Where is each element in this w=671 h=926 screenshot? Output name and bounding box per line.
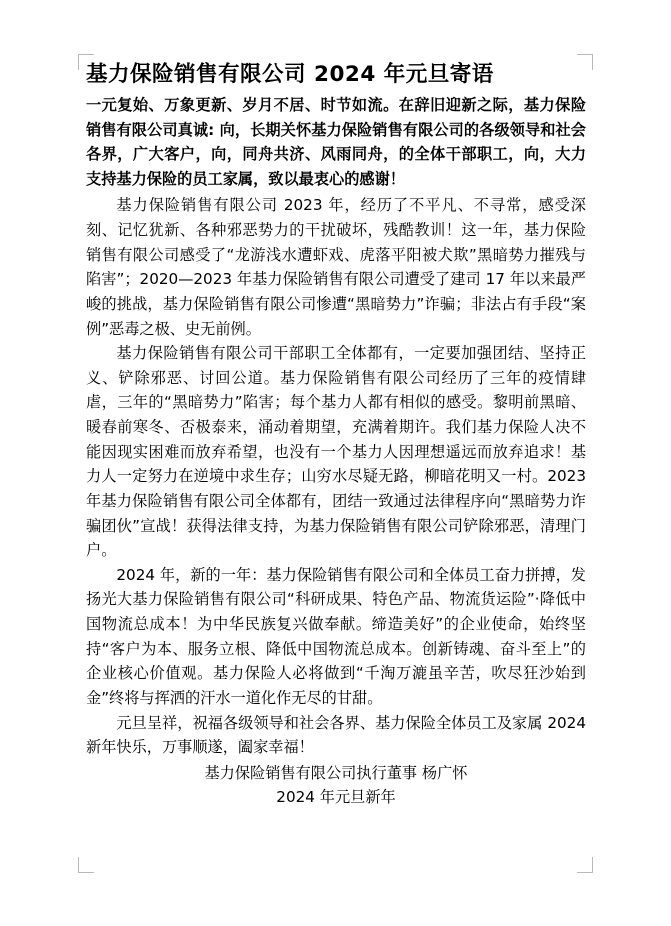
crop-mark-top-right-h	[577, 54, 593, 55]
document-lead-paragraph: 一元复始、万象更新、岁月不居、时节如流。在辞旧迎新之际，基力保险销售有限公司真诚: 向，长期关怀基力保险销售有限公司的各级领导和社会各界，广大客户，向，同舟共济、风雨同舟，的全体干部职工，向，大力支持基力保险的员工家属，致以最衷心的感谢！	[86, 95, 586, 188]
document-paragraph-2: 基力保险销售有限公司干部职工全体都有，一定要加强团结、坚持正义、铲除邪恶、讨回公道。基力保险销售有限公司经历了三年的疫情肆虐，三年的“黑暗势力”陷害；每个基力人都有相似的感受。黎明前黑暗、暖春前寒冬、否极泰来，涌动着期望，充满着期许。我们基力保险人决不能因现实困难而放弃希望，也没有一个基力人因理想遥远而放弃追求！基力人一定努力在逆境中求生存；山穷水尽疑无路，柳暗花明又一村。2023 年基力保险销售有限公司全体都有，团结一致通过法律程序向“黑暗势力诈骗团伙”宣战！获得法律支持，为基力保险销售有限公司铲除邪恶，清理门户。	[86, 344, 586, 560]
crop-mark-top-left-h	[78, 54, 94, 55]
document-title: 基力保险销售有限公司 2024 年元旦寄语	[86, 62, 494, 87]
crop-mark-bottom-left-v	[78, 857, 79, 873]
document-paragraph-3: 2024 年，新的一年：基力保险销售有限公司和全体员工奋力拼搏，发扬光大基力保险销售有限公司“科研成果、特色产品、物流货运险”·降低中国物流总成本！为中华民族复兴做奉献。缔造美好”的企业使命，始终坚持“客户为本、服务立根、降低中国物流总成本。创新铸魂、奋斗至上”的企业核心价值观。基力保险人必将做到“千淘万漉虽辛苦，吹尽狂沙始到金”终将与挥洒的汗水一道化作无尽的甘甜。	[86, 565, 586, 707]
crop-mark-top-left-v	[78, 54, 79, 70]
crop-mark-bottom-right-v	[592, 857, 593, 873]
document-paragraph-1: 基力保险销售有限公司 2023 年，经历了不平凡、不寻常，感受深刻、记忆犹新、各种邪恶势力的干扰破坏，残酷教训！这一年，基力保险销售有限公司感受了“龙游浅水遭虾戏、虎落平阳被犬欺”黑暗势力摧残与陷害”；2020—2023 年基力保险销售有限公司遭受了建司 17 年以来最严峻的挑战，基力保险销售有限公司惨遭“黑暗势力”诈骗；非法占有手段“案例”恶毒之极、史无前例。	[86, 196, 586, 338]
document-body	[86, 62, 586, 872]
signature-line-author: 基力保险销售有限公司执行董事 杨广怀	[204, 763, 468, 782]
crop-mark-top-right-v	[592, 54, 593, 70]
crop-mark-bottom-right-h	[577, 872, 593, 873]
signature-line-date: 2024 年元旦新年	[276, 788, 396, 807]
crop-mark-bottom-left-h	[78, 872, 94, 873]
document-paragraph-4: 元旦呈祥，祝福各级领导和社会各界、基力保险全体员工及家属 2024 新年快乐，万事顺遂，阖家幸福！	[86, 713, 586, 757]
